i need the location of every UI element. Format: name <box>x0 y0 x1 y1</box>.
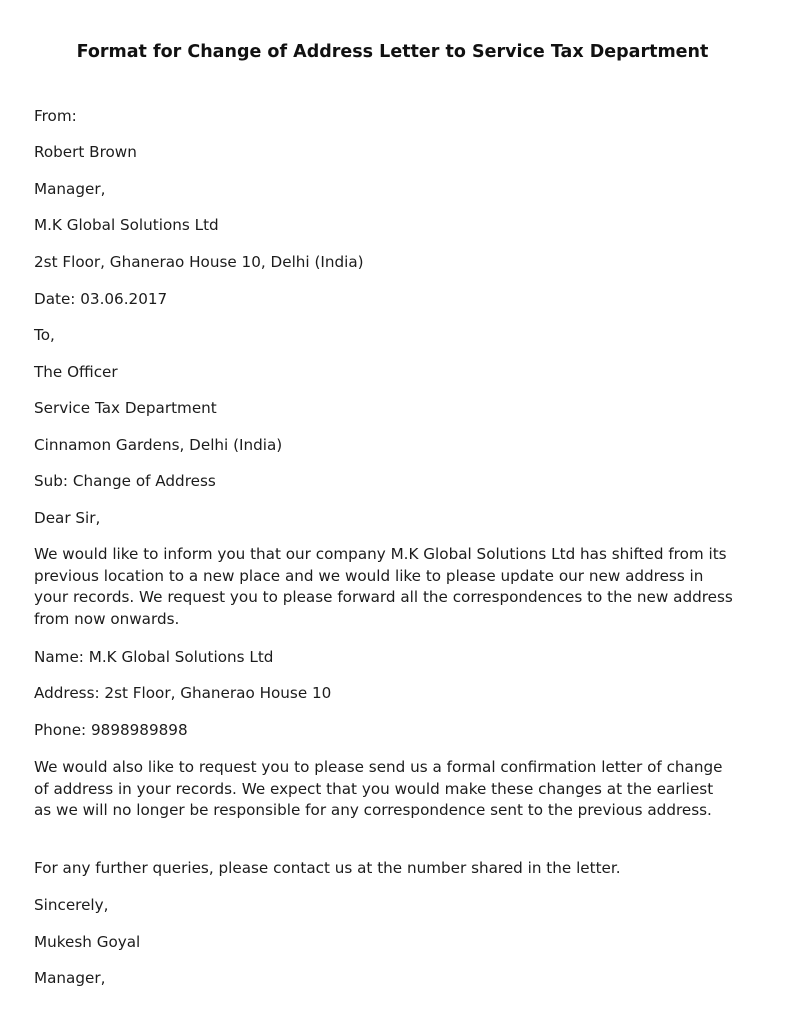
letter-date: Date: 03.06.2017 <box>34 290 168 308</box>
detail-name: Name: M.K Global Solutions Ltd <box>34 648 274 666</box>
from-label: From: <box>34 107 77 125</box>
sender-title: Manager, <box>34 180 106 198</box>
body-paragraph-2: We would also like to request you to please send us a formal confirmation letter of change of address in your records. We expect that you would make these changes at the earliest as we will no longer be responsible for any correspondence sent to the previous address. <box>34 758 723 820</box>
sender-name: Robert Brown <box>34 143 137 161</box>
body-paragraph-1: We would like to inform you that our company M.K Global Solutions Ltd has shifted from its previous location to a new place and we would like to please update our new address in your records. We request you to please forward all the correspondences to the new address from now onwards. <box>34 545 733 628</box>
page-title: Format for Change of Address Letter to Service Tax Department <box>76 42 709 62</box>
sender-company: M.K Global Solutions Ltd <box>34 216 219 234</box>
detail-phone: Phone: 9898989898 <box>34 721 188 739</box>
recipient-name: The Officer <box>34 363 118 381</box>
body-paragraph-3: For any further queries, please contact us at the number shared in the letter. <box>34 859 621 877</box>
signer-title: Manager, <box>34 969 106 987</box>
salutation: Dear Sir, <box>34 509 101 527</box>
to-label: To, <box>34 326 55 344</box>
recipient-department: Service Tax Department <box>34 399 217 417</box>
detail-address: Address: 2st Floor, Ghanerao House 10 <box>34 684 332 702</box>
sender-address: 2st Floor, Ghanerao House 10, Delhi (India) <box>34 253 364 271</box>
subject-line: Sub: Change of Address <box>34 472 216 490</box>
recipient-address: Cinnamon Gardens, Delhi (India) <box>34 436 283 454</box>
closing: Sincerely, <box>34 896 109 914</box>
signer-name: Mukesh Goyal <box>34 933 141 951</box>
